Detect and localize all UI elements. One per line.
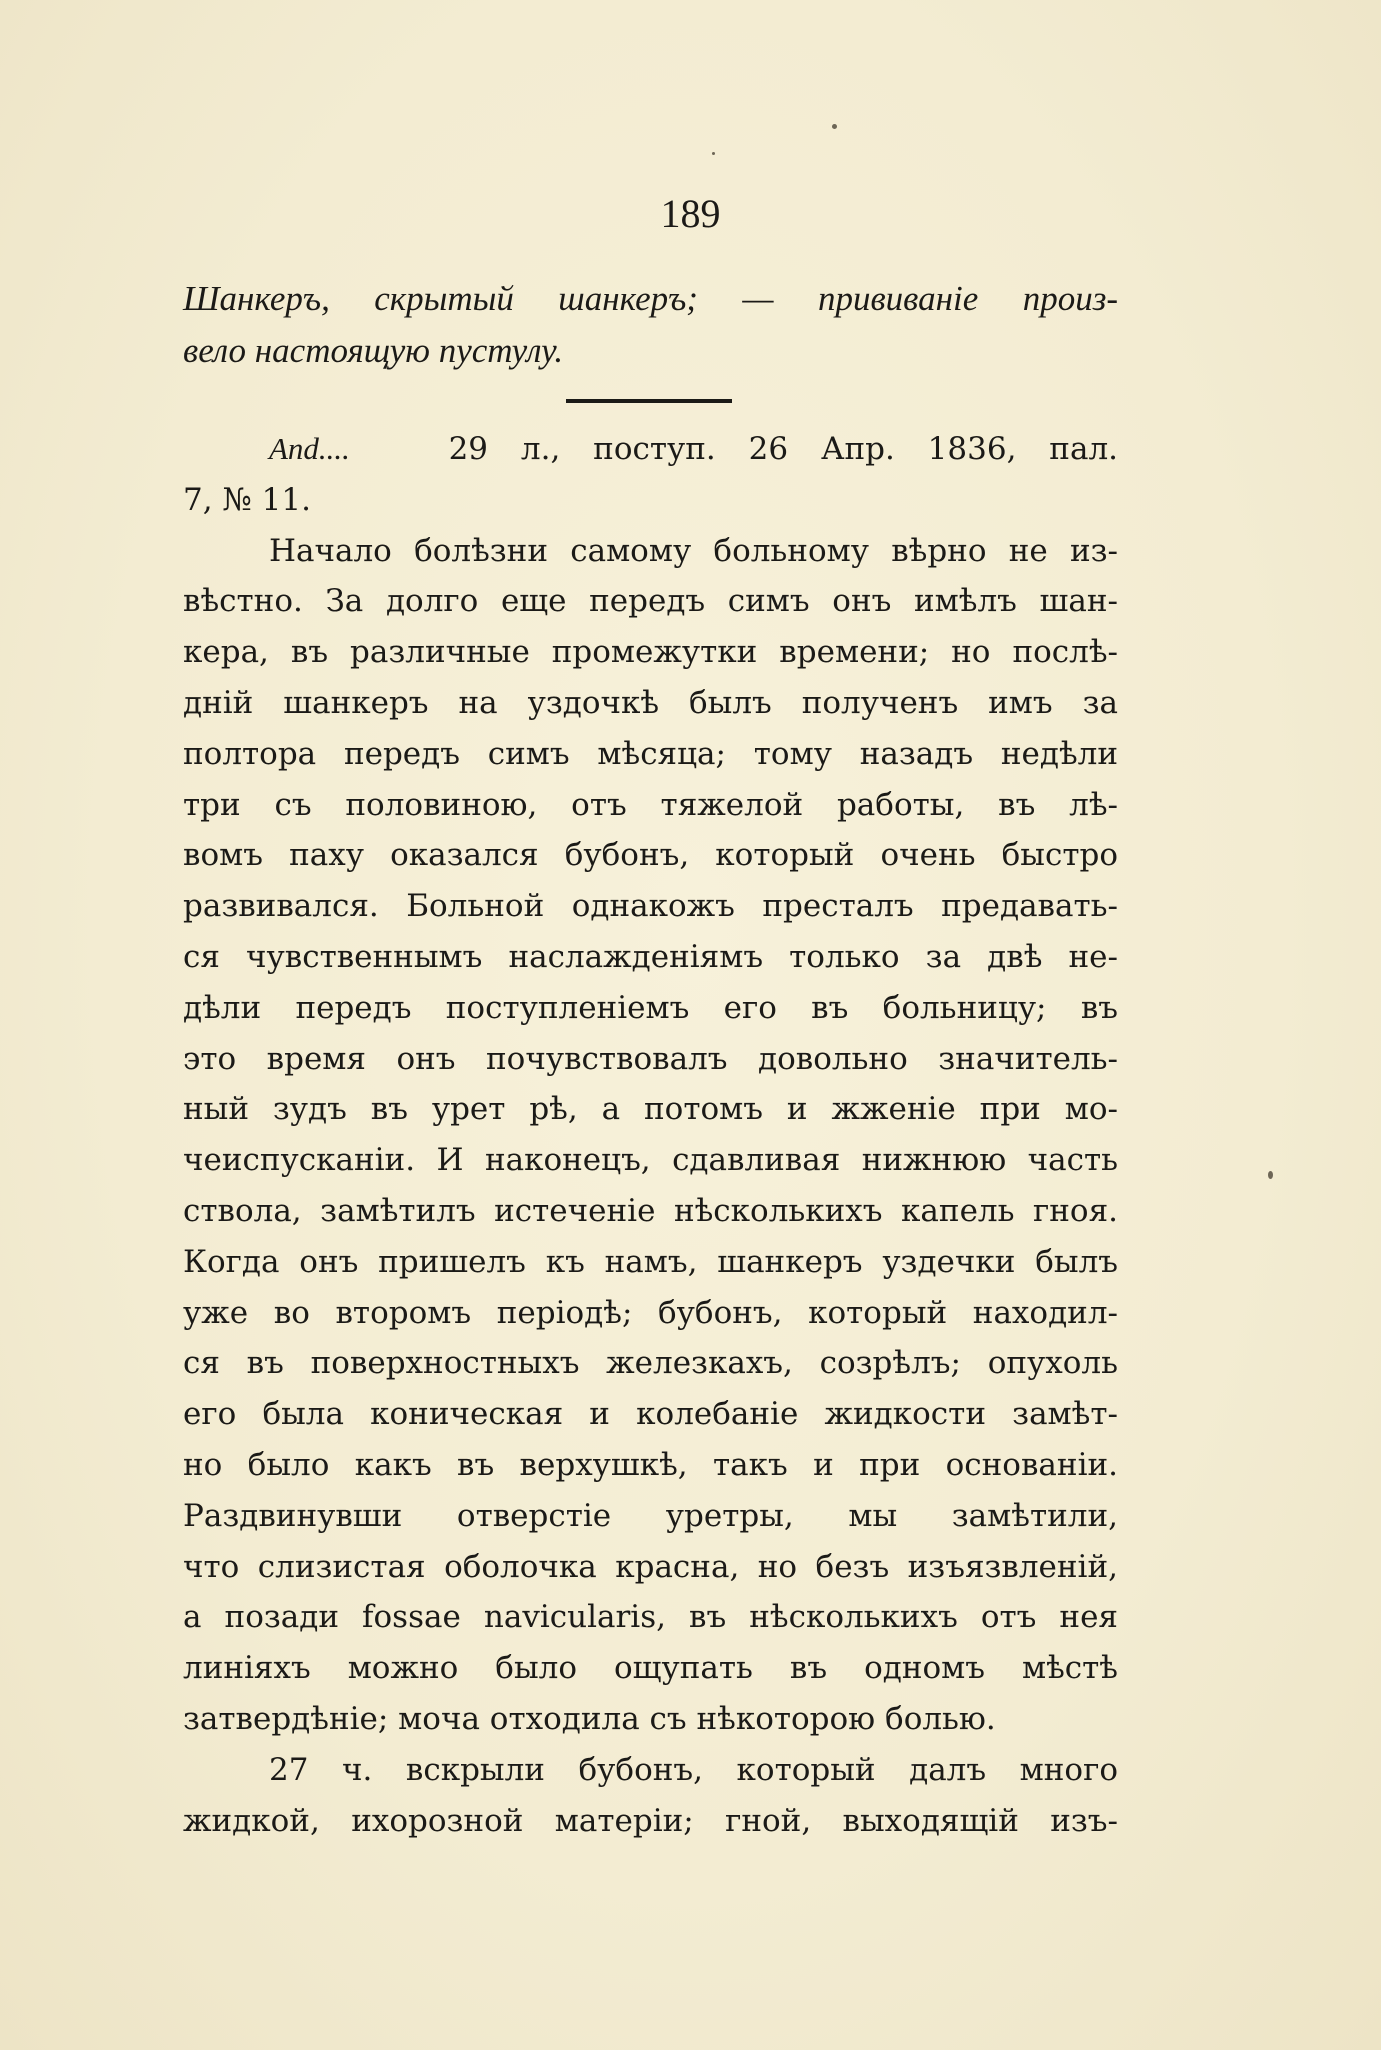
section-divider	[566, 399, 732, 403]
paper-speck	[832, 124, 837, 129]
paragraph-line: развивался. Больной однакожъ престалъ предавать-	[183, 888, 1118, 925]
heading-line: Шанкеръ, скрытый шанкеръ; — прививаніе произ-	[183, 279, 1118, 318]
heading-line: вело настоящую пустулу.	[183, 331, 564, 370]
paragraph-line: вомъ паху оказался бубонъ, который очень быстро	[183, 837, 1118, 874]
case-header-line	[183, 424, 1118, 475]
paper-speck	[1268, 1171, 1273, 1179]
paragraph-line: жидкой, ихорозной матеріи; гной, выходящій изъ-	[183, 1802, 1118, 1839]
paragraph-line: Начало болѣзни самому больному вѣрно не из-	[269, 532, 1118, 569]
paragraph-line: затвердѣніе; моча отходила съ нѣкоторою болью.	[183, 1700, 996, 1737]
case-header-line: 7, № 11.	[183, 481, 311, 518]
paper-speck	[712, 152, 715, 155]
paragraph-line: три съ половиною, отъ тяжелой работы, въ лѣ-	[183, 786, 1118, 823]
paragraph-line: уже во второмъ періодѣ; бубонъ, который находил-	[183, 1294, 1118, 1331]
paragraph-line: 27 ч. вскрыли бубонъ, который далъ много	[269, 1751, 1118, 1788]
paragraph-line: что слизистая оболочка красна, но безъ изъязвленій,	[183, 1548, 1118, 1585]
case-id: And....	[269, 431, 350, 466]
case-details: 29 л., поступ. 26 Апр. 1836, пал.	[448, 431, 1118, 467]
body-text	[183, 424, 1118, 1846]
paragraph-line: ный зудъ въ урет рѣ, а потомъ и жженіе при мо-	[183, 1091, 1118, 1128]
paragraph-line: ся въ поверхностныхъ железкахъ, созрѣлъ; опухоль	[183, 1345, 1118, 1382]
paragraph-line: его была коническая и колебаніе жидкости замѣт-	[183, 1396, 1118, 1433]
paragraph-line: линіяхъ можно было ощупать въ одномъ мѣстѣ	[183, 1650, 1118, 1687]
paragraph-line: это время онъ почувствовалъ довольно значитель-	[183, 1040, 1118, 1077]
section-heading	[183, 273, 1118, 377]
paragraph-line: вѣстно. За долго еще передъ симъ онъ имѣлъ шан-	[183, 583, 1118, 620]
paragraph-line: дній шанкеръ на уздочкѣ былъ полученъ имъ за	[183, 684, 1118, 721]
page-number: 189	[660, 191, 721, 236]
paragraph-line: Когда онъ пришелъ къ намъ, шанкеръ уздечки былъ	[183, 1243, 1118, 1280]
paragraph-line: ствола, замѣтилъ истеченіе нѣсколькихъ капель гноя.	[183, 1192, 1118, 1229]
paragraph-line: Раздвинувши отверстіе уретры, мы замѣтили,	[183, 1497, 1118, 1534]
paragraph-line: чеиспусканіи. И наконецъ, сдавливая нижнюю часть	[183, 1142, 1118, 1179]
paragraph-line: кера, въ различные промежутки времени; но послѣ-	[183, 634, 1118, 671]
paragraph-line: ся чувственнымъ наслажденіямъ только за двѣ не-	[183, 938, 1118, 975]
paragraph-line: полтора передъ симъ мѣсяца; тому назадъ недѣли	[183, 735, 1118, 772]
paragraph-line: дѣли передъ поступленіемъ его въ больницу; въ	[183, 989, 1118, 1026]
paragraph-line: а позади fossae navicularis, въ нѣсколькихъ отъ нея	[183, 1599, 1118, 1636]
paragraph-line: но было какъ въ верхушкѣ, такъ и при основаніи.	[183, 1446, 1118, 1483]
